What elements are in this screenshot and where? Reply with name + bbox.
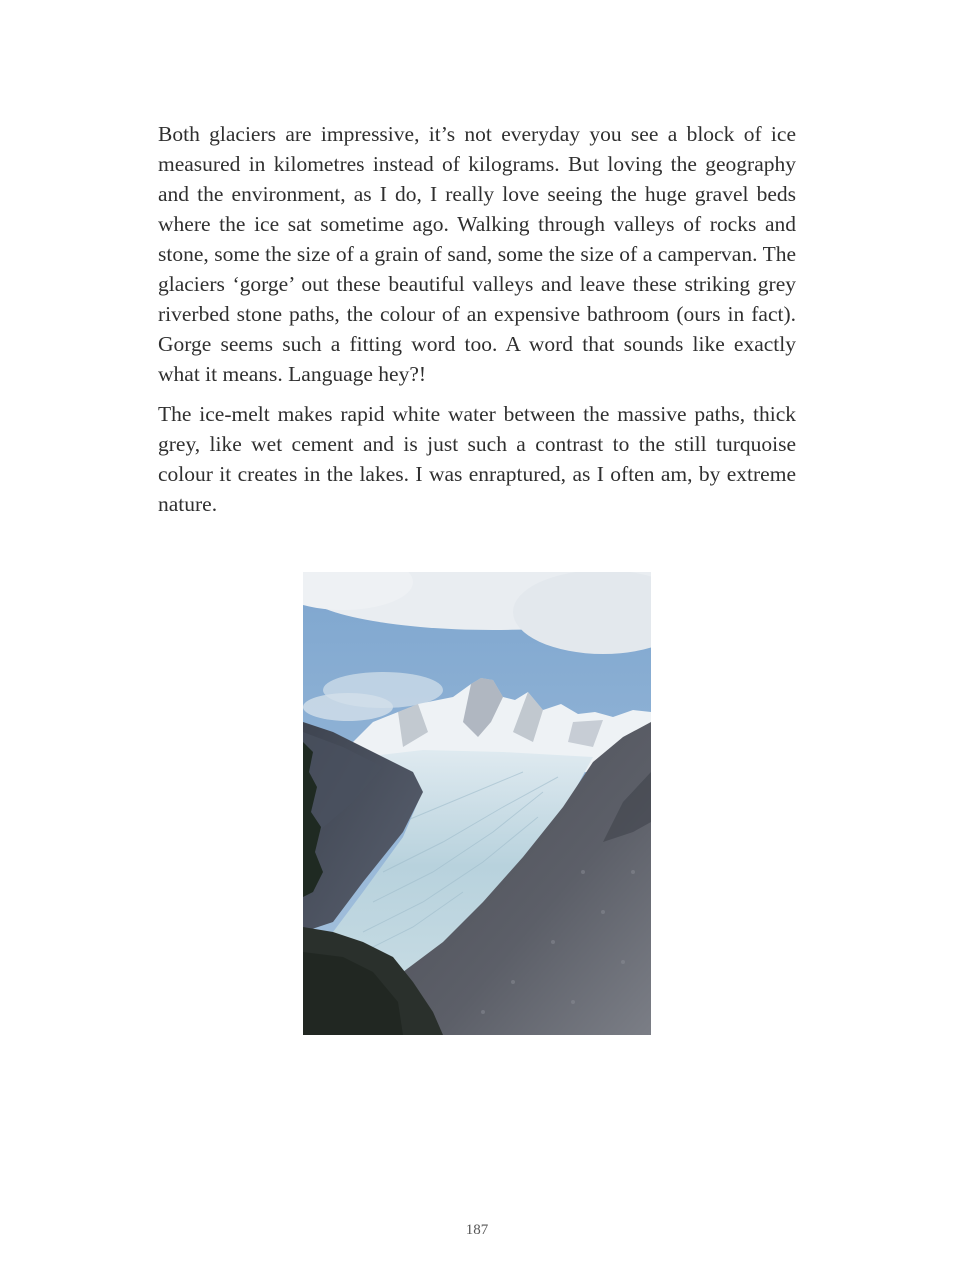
paragraph-2: The ice-melt makes rapid white water between the massive paths, thick grey, like wet cement and is just such a contrast to the still turquoise colour it creates in the lakes. I was enraptured, as I often am, by extreme nature.: [158, 402, 796, 516]
glacier-photo: [303, 572, 651, 1035]
page-number: 187: [465, 1222, 489, 1238]
body-text: [158, 119, 796, 529]
paragraph-1: Both glaciers are impressive, it’s not everyday you see a block of ice measured in kilometres instead of kilograms. But loving the geography and the environment, as I do, I really love seeing the huge gravel beds where the ice sat sometime ago. Walking through valleys of rocks and stone, some the size of a grain of sand, some the size of a campervan. The glaciers ‘gorge’ out these beautiful valleys and leave these striking grey riverbed stone paths, the colour of an expensive bathroom (ours in fact). Gorge seems such a fitting word too. A word that sounds like exactly what it means. Language hey?!: [158, 122, 796, 386]
